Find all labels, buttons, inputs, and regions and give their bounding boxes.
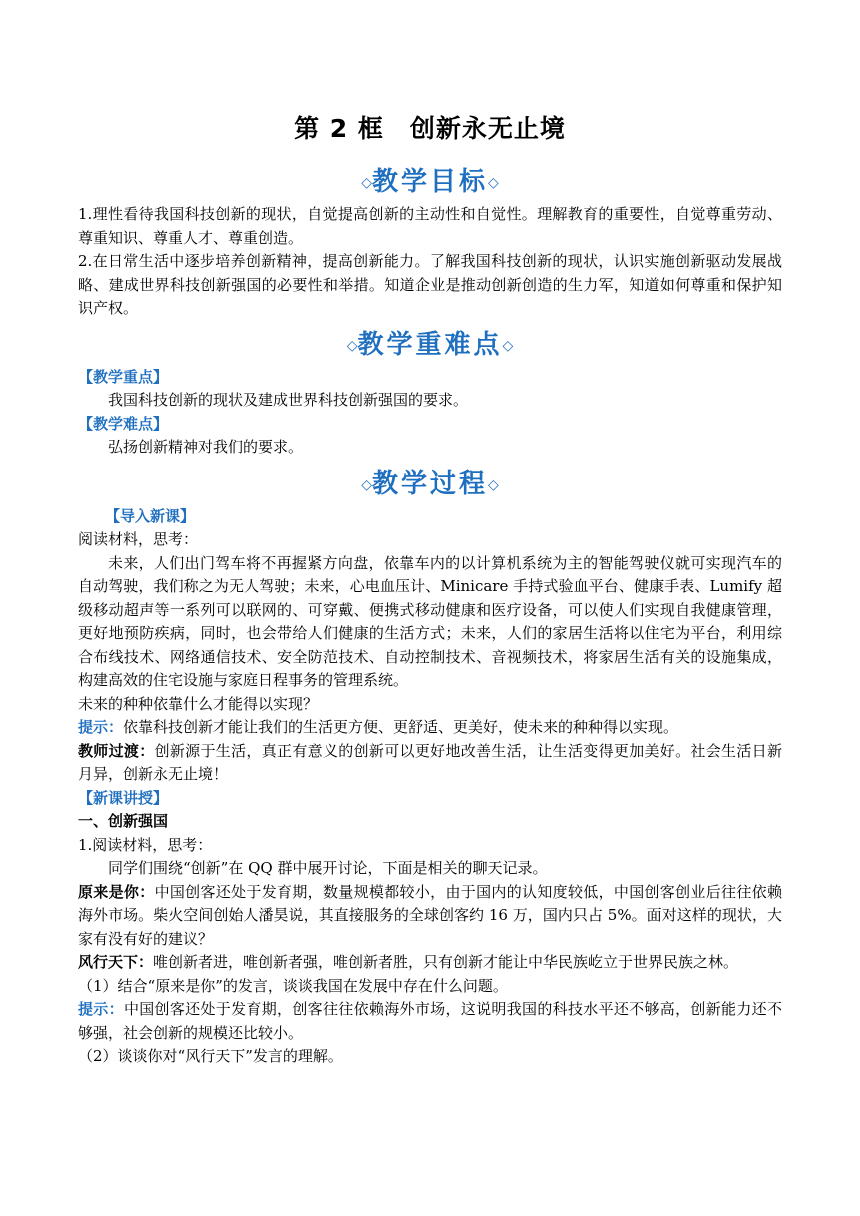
part1-title: 一、创新强国 [78, 812, 169, 830]
section-heading-key-points-text: 教学重难点 [357, 329, 503, 360]
hint-paragraph [78, 716, 782, 740]
transition-label: 教师过渡： [78, 741, 155, 760]
section-heading-key-points [78, 329, 782, 362]
part1-read: 1.阅读材料，思考： [78, 835, 213, 854]
diamond-icon: ◇ [361, 175, 372, 191]
difficulty-label: 【教学难点】 [78, 414, 169, 433]
hint-text: 依靠科技创新才能让我们的生活更方便、更舒适、更美好，使未来的种种得以实现。 [123, 718, 679, 736]
diamond-icon: ◇ [488, 476, 499, 493]
new-lesson-label: 【新课讲授】 [78, 788, 169, 807]
diamond-icon: ◇ [361, 476, 372, 493]
difficulty-text: 弘扬创新精神对我们的要求。 [108, 438, 304, 456]
diamond-icon: ◇ [488, 175, 499, 191]
question-text: 未来的种种依靠什么才能得以实现？ [78, 694, 319, 713]
section-heading-process [78, 468, 782, 501]
focus-text: 我国科技创新的现状及建成世界科技创新强国的要求。 [108, 391, 469, 409]
hint2-label: 提示： [78, 1000, 124, 1018]
speaker1-label: 原来是你： [78, 882, 155, 901]
section-heading-process-text: 教学过程 [371, 468, 488, 499]
goal-item-2: 2.在日常生活中逐步培养创新精神，提高创新能力。了解我国科技创新的现状，认识实施创新驱动发展战略、建成世界科技创新强国的必要性和举措。知道企业是推动创新创造的生力军，知道如何尊重和保护知识产权。 [78, 252, 782, 317]
section-heading-goals-text: 教学目标 [371, 167, 488, 197]
transition-text: 创新源于生活，真正有意义的创新可以更好地改善生活，让生活变得更加美好。社会生活日新月异，创新永无止境！ [78, 741, 782, 783]
focus-label: 【教学重点】 [78, 367, 169, 386]
hint2-text: 中国创客还处于发育期，创客往往依赖海外市场，这说明我国的科技水平还不够高，创新能力还不够强，社会创新的规模还比较小。 [78, 1000, 782, 1042]
document-content [78, 112, 782, 1069]
hint-label: 提示： [78, 718, 124, 736]
read-prompt: 阅读材料，思考： [78, 530, 199, 548]
part1-intro: 同学们围绕“创新”在 QQ 群中展开讨论，下面是相关的聊天记录。 [108, 859, 548, 877]
question-1: （1）结合“原来是你”的发言，谈谈我国在发展中存在什么问题。 [78, 976, 508, 995]
intro-label: 【导入新课】 [105, 506, 196, 525]
speaker2-text: 唯创新者进，唯创新者强，唯创新者胜，只有创新才能让中华民族屹立于世界民族之林。 [153, 953, 739, 971]
diamond-icon: ◇ [346, 337, 358, 354]
speaker1-paragraph [78, 881, 782, 952]
speaker2-label: 风行天下： [78, 953, 154, 971]
question-2: （2）谈谈你对“风行天下”发言的理解。 [78, 1047, 343, 1065]
speaker1-text: 中国创客还处于发育期，数量规模都较小，由于国内的认知度较低，中国创客创业后往往依赖海外市场。柴火空间创始人潘昊说，其直接服务的全球创客约 16 万，国内只占 5%。面对这样的现状，大家有没有好的建议？ [78, 882, 782, 948]
section-heading-goals [78, 166, 782, 199]
speaker2-paragraph [78, 951, 782, 975]
goal-item-1: 1.理性看待我国科技创新的现状，自觉提高创新的主动性和自觉性。理解教育的重要性，自觉尊重劳动、尊重知识、尊重人才、尊重创造。 [78, 205, 782, 247]
reading-material: 未来，人们出门驾车将不再握紧方向盘，依靠车内的以计算机系统为主的智能驾驶仪就可实现汽车的自动驾驶，我们称之为无人驾驶；未来，心电血压计、Minicare 手持式验血平台、健康手表、Lumify 超级移动超声等一系列可以联网的、可穿戴、便携式移动健康和医疗设备，可以使人们实现自我健康管理，更好地预防疾病，同时，也会带给人们健康的生活方式；未来，人们的家居生活将以住宅为平台，利用综合布线技术、网络通信技术、安全防范技术、自动控制技术、音视频技术，将家居生活有关的设施集成，构建高效的住宅设施与家庭日程事务的管理系统。 [78, 553, 782, 689]
page-title: 第 2 框 创新永无止境 [294, 114, 566, 143]
hint2-paragraph [78, 998, 782, 1045]
transition-paragraph [78, 740, 782, 787]
diamond-icon: ◇ [502, 337, 514, 354]
